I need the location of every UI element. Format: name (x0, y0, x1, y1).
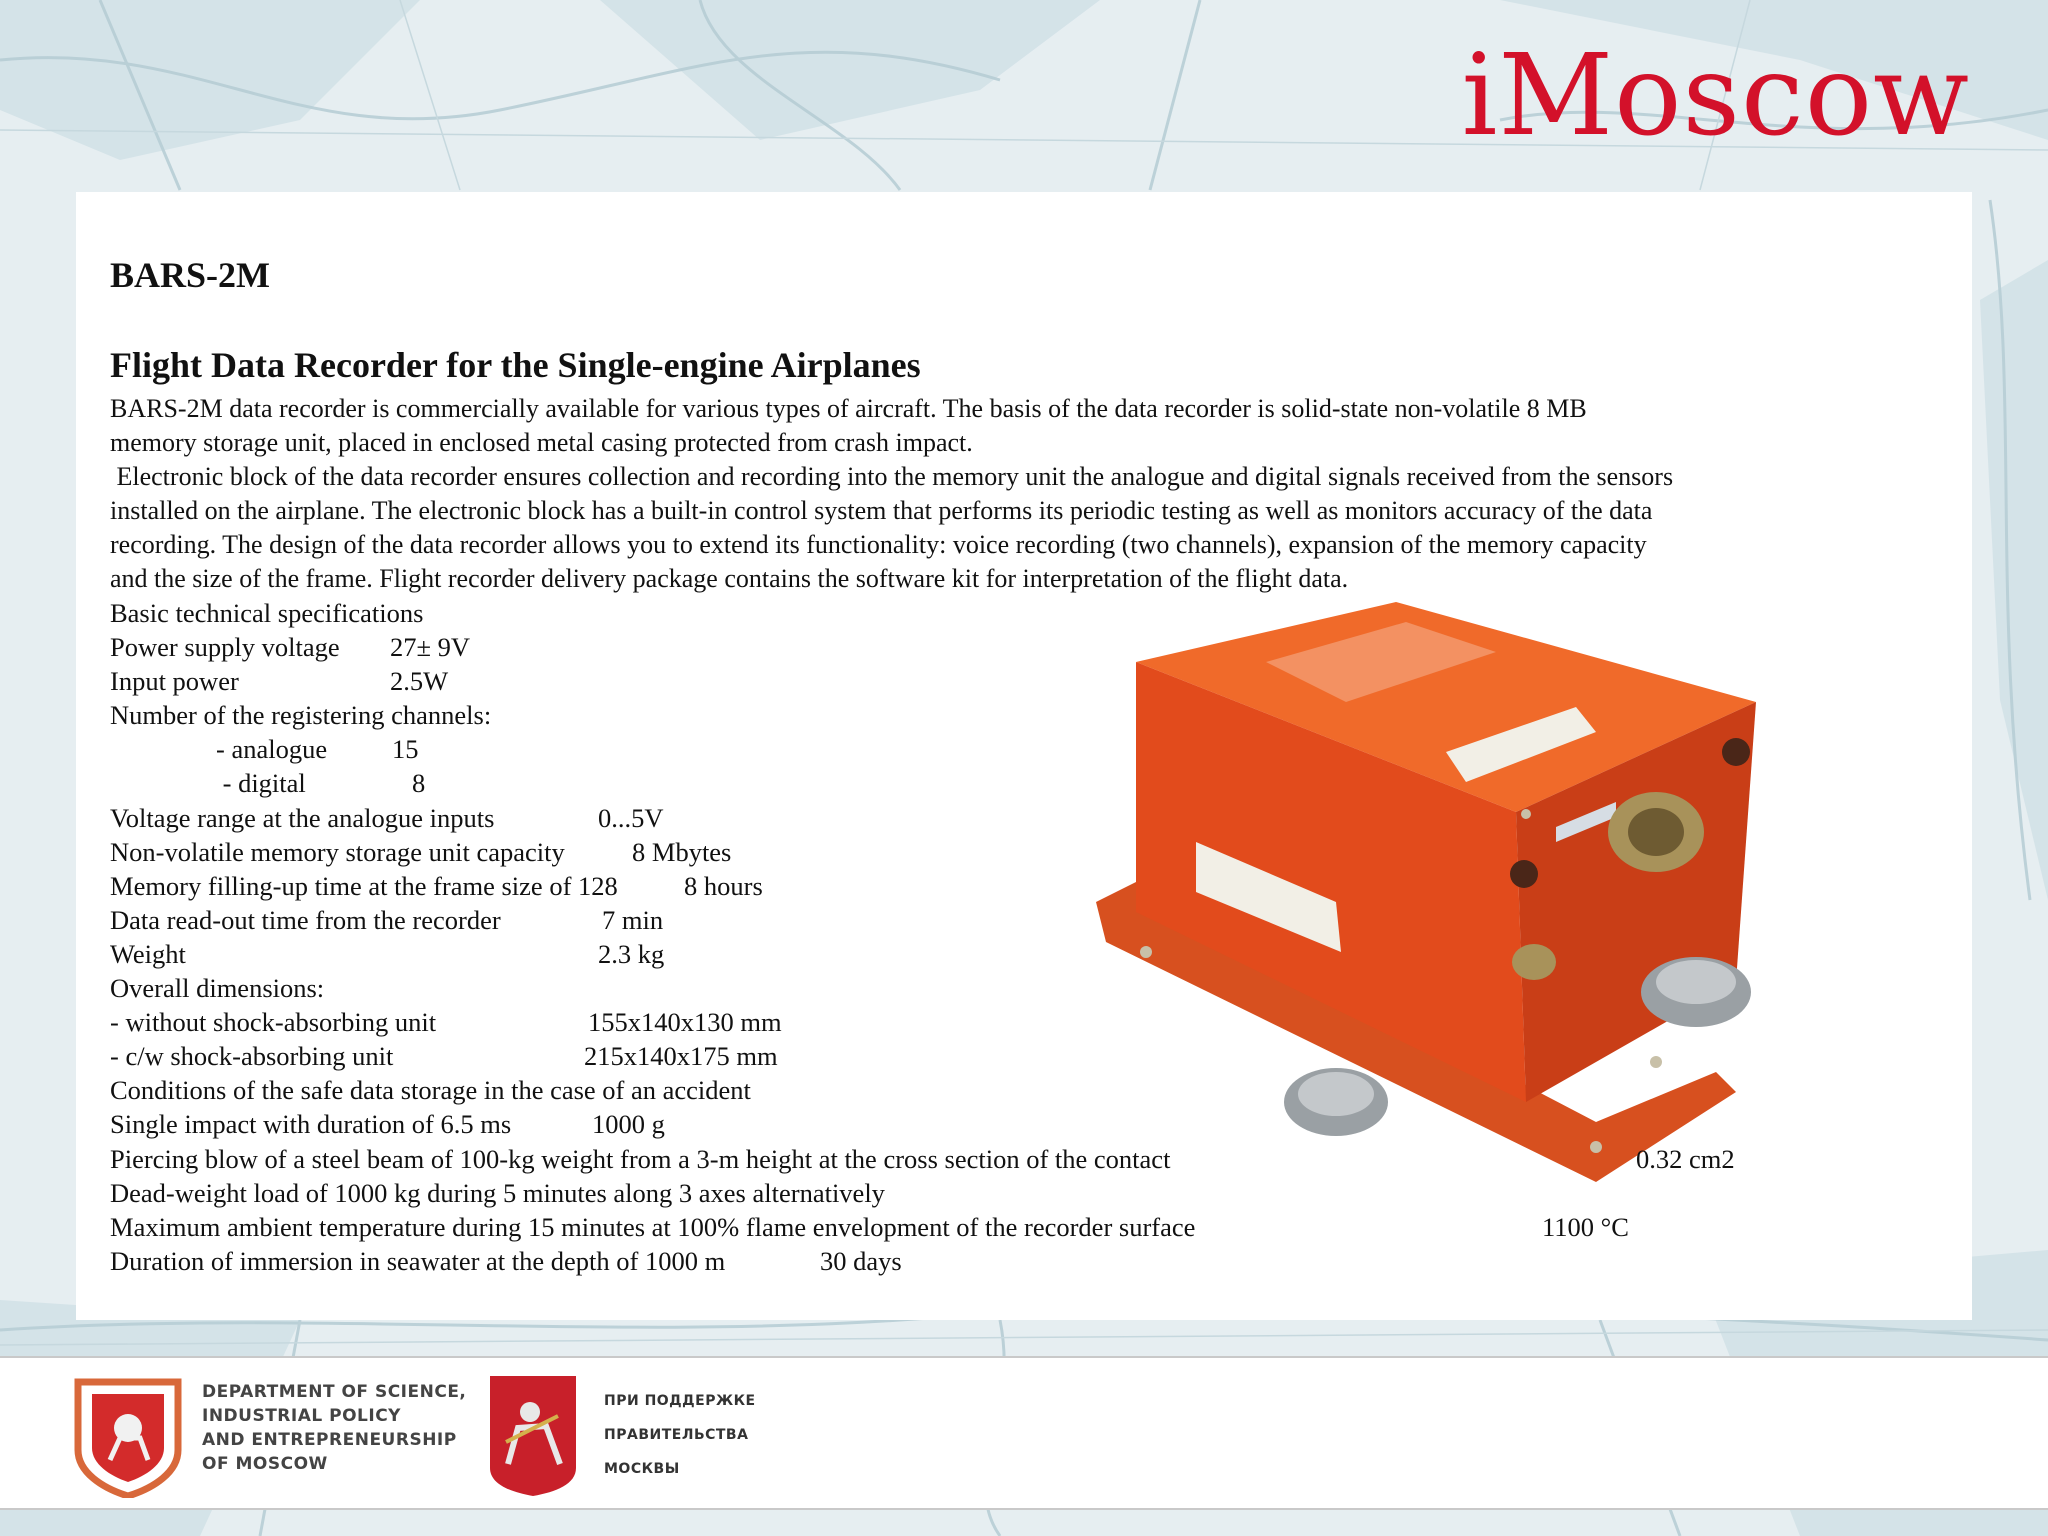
description-line: installed on the airplane. The electronic block has a built-in control system that performs its periodic testing as well as monitors accuracy of the data (110, 496, 1653, 525)
spec-row (110, 664, 1195, 698)
spec-label: Basic technical specifications (110, 598, 424, 628)
spec-value: 30 days (820, 1245, 902, 1276)
spec-label: Single impact with duration of 6.5 ms (110, 1109, 512, 1140)
spec-label: Conditions of the safe data storage in the case of an accident (110, 1075, 751, 1106)
spec-label: Weight (110, 938, 186, 969)
spec-label: - digital (110, 768, 306, 799)
spec-label: Dead-weight load of 1000 kg during 5 minutes along 3 axes alternatively (110, 1177, 885, 1208)
specifications-list (110, 596, 1735, 1278)
support-line: МОСКВЫ (604, 1461, 680, 1477)
spec-row (110, 766, 1195, 800)
spec-row (110, 1107, 1195, 1141)
spec-row (110, 801, 1195, 835)
spec-value: 1100 °C (1542, 1211, 1629, 1242)
spec-row (110, 596, 1195, 630)
spec-label: Memory filling-up time at the frame size of 128 (110, 870, 618, 901)
description-line: and the size of the frame. Flight recorder delivery package contains the software kit for interpretation of the flight data. (110, 564, 1349, 593)
department-line: OF MOSCOW (202, 1454, 328, 1474)
spec-value: 8 hours (684, 870, 763, 901)
support-line: ПРИ ПОДДЕРЖКЕ (604, 1393, 756, 1409)
moscow-coat-of-arms-icon (486, 1372, 580, 1498)
spec-value: 215x140x175 mm (584, 1041, 778, 1072)
spec-label: Data read-out time from the recorder (110, 904, 501, 935)
spec-row (110, 971, 1195, 1005)
spec-row (110, 1039, 1195, 1073)
product-title: BARS-2M (110, 255, 270, 295)
spec-label: - analogue (110, 734, 328, 765)
spec-value: 15 (392, 734, 419, 765)
department-emblem-icon (70, 1372, 186, 1498)
spec-label: Voltage range at the analogue inputs (110, 802, 495, 833)
spec-label: Maximum ambient temperature during 15 minutes at 100% flame envelopment of the recorder surface (110, 1211, 1196, 1242)
spec-label: - without shock-absorbing unit (110, 1007, 437, 1038)
spec-label: Number of the registering channels: (110, 700, 492, 731)
department-line: AND ENTREPRENEURSHIP (202, 1430, 457, 1450)
spec-row (110, 869, 1195, 903)
spec-value: 1000 g (592, 1109, 665, 1140)
description-line: memory storage unit, placed in enclosed metal casing protected from crash impact. (110, 428, 973, 457)
department-name (202, 1380, 466, 1476)
spec-label: Piercing blow of a steel beam of 100-kg weight from a 3-m height at the cross section of the contact (110, 1143, 1171, 1174)
spec-row (110, 1005, 1195, 1039)
spec-value: 8 (412, 768, 426, 799)
spec-row (110, 732, 1195, 766)
spec-row (110, 1176, 1195, 1210)
spec-value: 0...5V (598, 802, 664, 833)
spec-label: Overall dimensions: (110, 973, 325, 1004)
spec-row (110, 1073, 1195, 1107)
support-line: ПРАВИТЕЛЬСТВА (604, 1427, 749, 1443)
description-line: Electronic block of the data recorder ensures collection and recording into the memory unit the analogue and digital signals received from the sensors (110, 462, 1674, 491)
description-line: BARS-2M data recorder is commercially available for various types of aircraft. The basis of the data recorder is solid-state non-volatile 8 MB (110, 394, 1587, 423)
spec-row (110, 903, 1195, 937)
department-line: INDUSTRIAL POLICY (202, 1406, 401, 1426)
spec-value: 27± 9V (390, 632, 471, 663)
spec-value: 7 min (602, 904, 664, 935)
spec-value: 2.5W (390, 666, 449, 697)
spec-row (110, 1210, 1629, 1244)
spec-label: Duration of immersion in seawater at the depth of 1000 m (110, 1245, 726, 1276)
content-panel (76, 192, 1972, 1320)
department-line: DEPARTMENT OF SCIENCE, (202, 1382, 467, 1402)
imoscow-logo: iMoscow (1461, 31, 1970, 161)
spec-value: 8 Mbytes (632, 836, 732, 867)
spec-label: Power supply voltage (110, 632, 340, 663)
product-description (110, 392, 1910, 596)
description-line: recording. The design of the data recorder allows you to extend its functionality: voice recording (two channels), expansion of the memory capacity (110, 530, 1647, 559)
spec-row (110, 835, 1195, 869)
spec-row (110, 630, 1195, 664)
spec-label: Non-volatile memory storage unit capacity (110, 836, 565, 867)
footer (0, 1356, 2048, 1510)
product-subtitle: Flight Data Recorder for the Single-engine Airplanes (110, 345, 921, 385)
spec-value: 155x140x130 mm (588, 1007, 782, 1038)
spec-value: 2.3 kg (598, 938, 665, 969)
spec-label: Input power (110, 666, 239, 697)
spec-row (110, 698, 1195, 732)
spec-row (110, 1244, 1195, 1278)
spec-row (110, 1142, 1735, 1176)
spec-label: - c/w shock-absorbing unit (110, 1041, 394, 1072)
spec-value: 0.32 cm2 (1636, 1143, 1735, 1174)
government-support-text (604, 1384, 756, 1486)
spec-row (110, 937, 1195, 971)
